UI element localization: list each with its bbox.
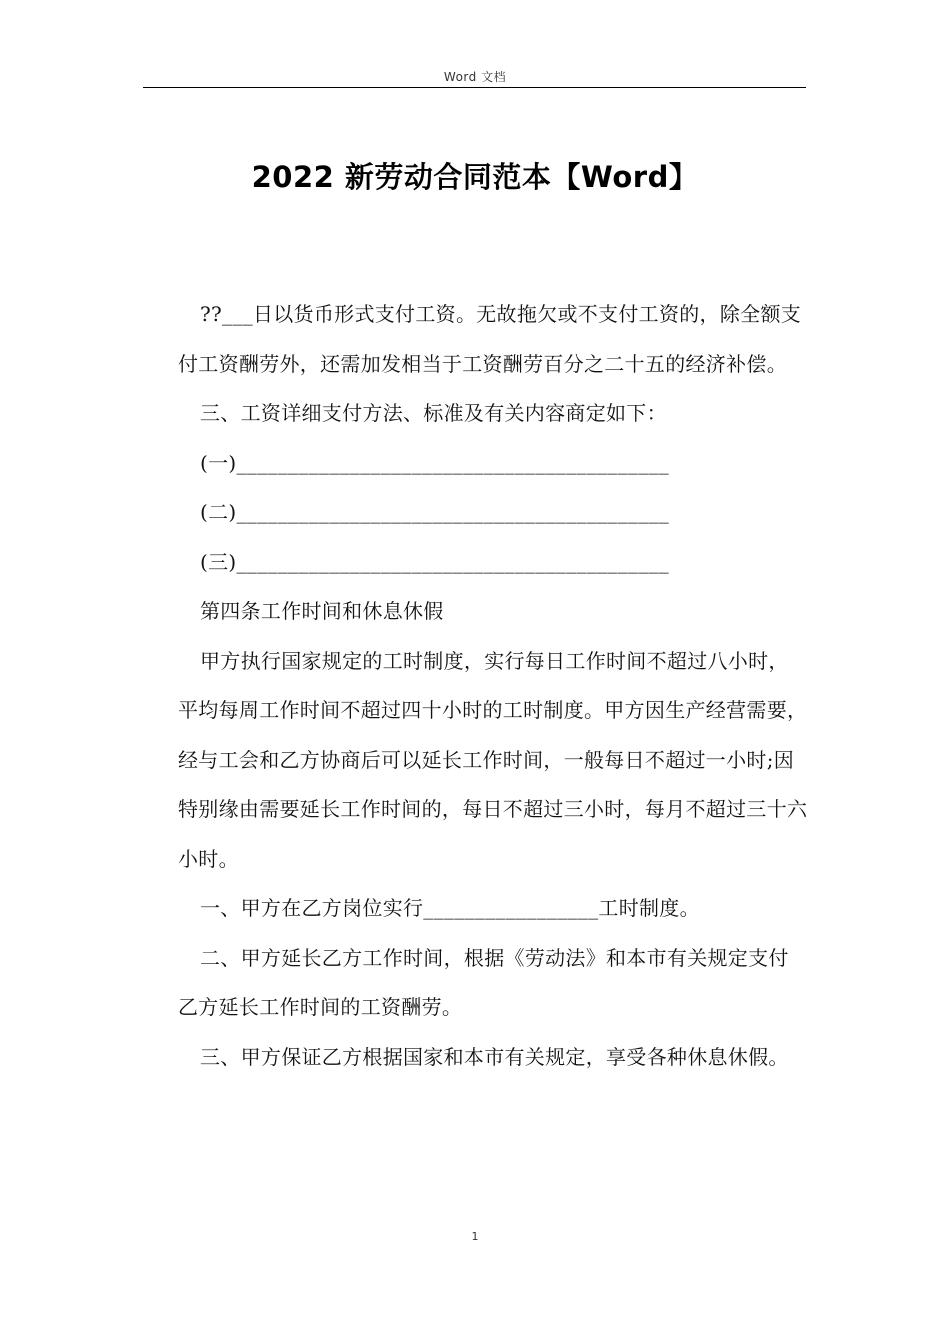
paragraph-clause-2: 二、甲方延长乙方工作时间，根据《劳动法》和本市有关规定支付乙方延长工作时间的工资酬劳。: [178, 945, 789, 1019]
paragraph-wage-payment: ??___日以货币形式支付工资。无故拖欠或不支付工资的，除全额支付工资酬劳外，还需加发相当于工资酬劳百分之二十五的经济补偿。: [178, 302, 802, 376]
section-heading-article-4: 第四条工作时间和休息休假: [200, 599, 444, 623]
paragraph-clause-1: 一、甲方在乙方岗位实行_________________工时制度。: [200, 896, 700, 920]
blank-item-1: (一)__________________________________________: [200, 450, 670, 475]
paragraph-wage-method: 三、工资详细支付方法、标准及有关内容商定如下：: [200, 401, 667, 425]
page-number: 1: [471, 1230, 479, 1243]
document-title: 2022 新劳动合同范本【Word】: [251, 160, 699, 194]
paragraph-working-hours: 甲方执行国家规定的工时制度，实行每日工作时间不超过八小时，平均每周工作时间不超过四十小时的工时制度。甲方因生产经营需要，经与工会和乙方协商后可以延长工作时间，一般每日不超过一小时;因特别缘由需要延长工作时间的，每日不超过三小时，每月不超过三十六小时。: [178, 648, 808, 871]
paragraph-clause-3: 三、甲方保证乙方根据国家和本市有关规定，享受各种休息休假。: [200, 1044, 789, 1069]
blank-item-2: (二)__________________________________________: [200, 500, 670, 524]
blank-item-3: (三)__________________________________________: [200, 549, 670, 574]
document-body: [178, 290, 808, 1082]
header-divider: [143, 87, 806, 88]
page-header: Word 文档: [443, 70, 507, 84]
